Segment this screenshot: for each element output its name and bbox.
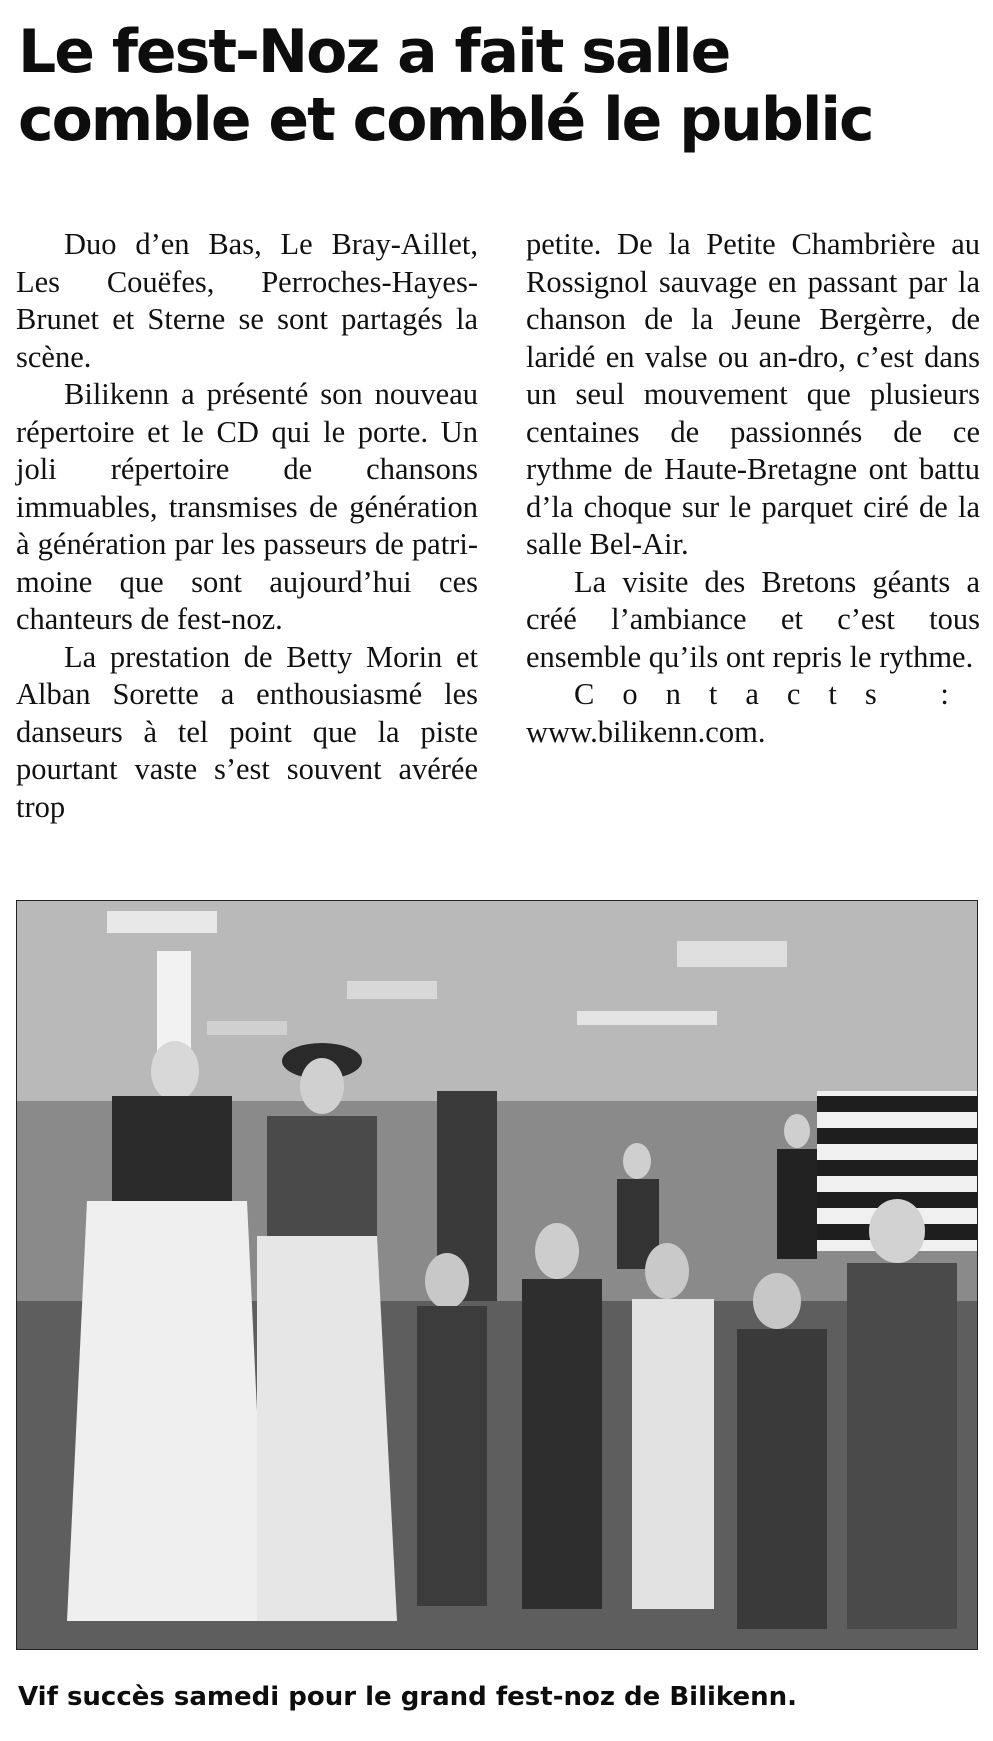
paragraph: Duo d’en Bas, Le Bray-Aillet, Les Couëfes, Perroches-Hayes-Brunet et Sterne se sont partagés la scène. (16, 227, 478, 374)
paragraph: La prestation de Betty Morin et Alban Sorette a enthousiasmé les danseurs à tel point que la piste pourtant vaste s’est souvent avérée trop (16, 639, 478, 824)
paragraph: La visite des Bretons géants a créé l’ambiance et c’est tous ensemble qu’ils ont repris le rythme. (526, 564, 980, 674)
headline-line-2: comble et comblé le public (18, 85, 873, 155)
contacts-url: www.bilikenn.com. (526, 714, 766, 749)
headline (18, 18, 978, 154)
contacts (526, 676, 980, 714)
photo-caption: Vif succès samedi pour le grand fest-noz de Bilikenn. (18, 1682, 798, 1712)
article-column-left (16, 226, 478, 826)
paragraph: petite. De la Petite Chambrière au Rossignol sauvage en passant par la chanson de la Jeune Bergèrre, de laridé en valse ou an-dro, c’est dans un seul mouvement que plusieurs centaines de passionnés de ce rythme de Haute-Bretagne ont battu d’la choque sur le parquet ciré de la salle Bel-Air. (526, 227, 980, 561)
paragraph: Bilikenn a présenté son nouveau répertoire et le CD qui le porte. Un joli répertoire de chansons immuables, transmises de génération à génération par les passeurs de patrimoine que sont aujourd’hui ces chanteurs de fest-noz. (16, 377, 478, 636)
contacts-label: Contacts : (574, 677, 977, 711)
article-photo (16, 900, 978, 1650)
photo-illustration (17, 901, 977, 1649)
article-column-right (526, 226, 980, 751)
headline-line-1: Le fest-Noz a fait salle (18, 17, 730, 87)
